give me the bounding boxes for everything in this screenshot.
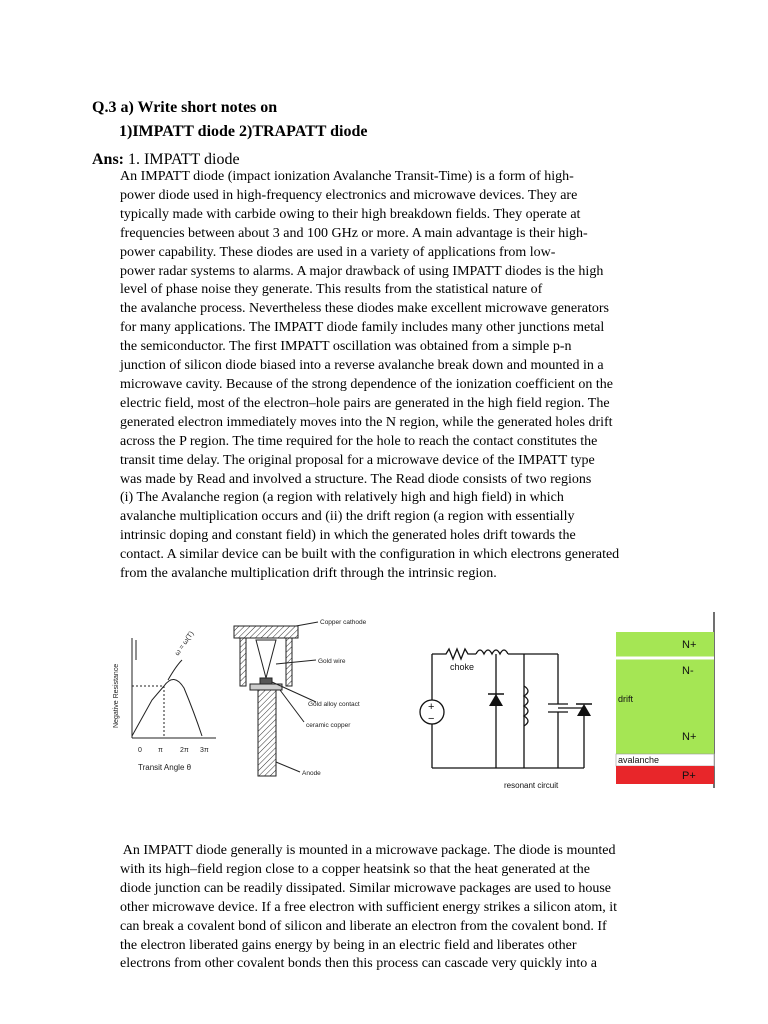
label-n-plus-mid: N+ — [682, 731, 697, 743]
label-n-plus-top: N+ — [682, 639, 697, 651]
leader-line — [276, 762, 300, 772]
label-avalanche: avalanche — [618, 755, 660, 765]
text-line: can break a covalent bond of silicon and liberate an electron from the covalent bond. If — [120, 918, 607, 934]
text-line: typically made with carbide owing to their high breakdown fields. They operate at — [120, 206, 581, 222]
label-p-plus: P+ — [682, 770, 696, 782]
text-line: An IMPATT diode (impact ionization Avalanche Transit-Time) is a form of high- — [120, 169, 574, 184]
circuit-diode — [577, 704, 591, 716]
package-wall-left — [240, 638, 246, 686]
resistor — [432, 649, 476, 659]
leader-line — [296, 622, 318, 626]
label-drift: drift — [618, 694, 634, 704]
plot-curve-rise — [132, 686, 164, 736]
text-line: generated electron immediately moves into the N region, while the generated holes drift — [120, 414, 613, 430]
answer-heading — [92, 150, 240, 170]
text-line: intrinsic doping and constant field) in which the generated holes drift towards the — [120, 528, 576, 544]
text-line: the electron liberated gains energy by being in an electric field and liberates other — [120, 937, 577, 953]
text-line: from the avalanche multiplication drift through the intrinsic region. — [120, 566, 497, 582]
question-title: Q.3 a) Write short notes on — [92, 99, 278, 116]
circuit-diode — [489, 694, 503, 706]
text-line: for many applications. The IMPATT diode family includes many other junctions metal — [120, 320, 605, 336]
text-line: An IMPATT diode generally is mounted in a microwave package. The diode is mounted — [120, 843, 616, 858]
text-line: diode junction can be readily dissipated. Similar microwave packages are used to house — [120, 880, 612, 896]
text-line: level of phase noise they generate. This results from the statistical nature of — [120, 282, 543, 298]
text-line: junction of silicon diode biased into a reverse avalanche break down and mounted in a — [120, 358, 604, 374]
label-gold-alloy-contact: Gold alloy contact — [308, 701, 360, 708]
text-line: contact. A similar device can be built with the configuration in which electrons generated — [120, 547, 620, 563]
layer-n-plus-top — [616, 632, 714, 658]
text-line: power radar systems to alarms. A major drawback of using IMPATT diodes is the high — [120, 263, 604, 279]
layer-drift — [616, 658, 714, 754]
plot-curve-hump — [164, 679, 202, 736]
package-gold-contact — [260, 678, 272, 684]
label-n-minus: N- — [682, 665, 694, 677]
figure-diode-package — [230, 612, 370, 784]
text-line: with its high–field region close to a copper heatsink so that the heat generated at the — [120, 861, 591, 877]
plot-tick-label: 2π — [180, 747, 189, 754]
text-line: across the P region. The time required for the hole to reach the contact constitutes the — [120, 433, 598, 449]
text-line: electrons from other covalent bonds then this process can cascade very quickly into a — [120, 956, 598, 972]
label-ceramic-copper: ceramic copper — [306, 722, 351, 729]
plot-tick-label: π — [158, 747, 163, 754]
figure-layer-structure — [612, 612, 716, 788]
paragraph-impatt-intro — [120, 168, 680, 584]
text-line: the avalanche process. Nevertheless these diodes make excellent microwave generators — [120, 301, 610, 317]
package-anode-stud — [258, 690, 276, 776]
plot-annotation-arrow — [168, 660, 182, 680]
text-line: other microwave device. If a free electron with sufficient energy strikes a silicon atom, it — [120, 899, 618, 915]
text-line: (i) The Avalanche region (a region with relatively high and high field) in which — [120, 490, 564, 506]
layer-p-plus — [616, 766, 714, 784]
leader-line — [272, 682, 316, 702]
source-minus: − — [428, 713, 435, 725]
question-topics: 1)IMPATT diode 2)TRAPATT diode — [119, 123, 368, 140]
text-line: the semiconductor. The first IMPATT oscillation was obtained from a simple p-n — [120, 339, 572, 355]
label-copper-cathode: Copper cathode — [320, 619, 367, 626]
plot-annotation: ω = ω(T) — [173, 630, 196, 658]
source-plus: + — [428, 701, 435, 713]
label-gold-wire: Gold wire — [318, 658, 346, 665]
text-line: microwave cavity. Because of the strong dependence of the ionization coefficient on the — [120, 376, 613, 392]
plot-tick-label: 3π — [200, 747, 209, 754]
plot-xlabel: Transit Angle θ — [138, 763, 192, 772]
package-gold-wire — [256, 640, 276, 678]
plot-ylabel: Negative Resistance — [113, 663, 120, 728]
figure-negative-resistance-plot — [108, 628, 220, 780]
text-line: power capability. These diodes are used in a variety of applications from low- — [120, 244, 556, 260]
text-line: electric field, most of the electron–hole pairs are generated in the high field region. The — [120, 395, 610, 411]
text-line: avalanche multiplication occurs and (ii) the drift region (a region with essentially — [120, 509, 575, 525]
package-copper-cathode — [234, 626, 298, 638]
text-line: was made by Read and involved a structure. The Read diode consists of two regions — [120, 471, 592, 487]
label-anode: Anode — [302, 770, 321, 777]
answer-label: Ans: — [92, 151, 125, 168]
text-line: frequencies between about 3 and 100 GHz or more. A main advantage is their high- — [120, 225, 588, 241]
plot-tick-label: 0 — [138, 747, 142, 754]
paragraph-impatt-package — [120, 842, 680, 974]
section-title: 1. IMPATT diode — [128, 151, 240, 168]
leader-line — [276, 660, 316, 664]
label-resonant-circuit: resonant circuit — [504, 781, 559, 790]
text-line: power diode used in high-frequency electronics and microwave devices. They are — [120, 187, 578, 203]
choke-inductor — [476, 650, 508, 654]
text-line: transit time delay. The original proposal for a microwave device of the IMPATT type — [120, 452, 595, 468]
figure-circuit — [412, 636, 612, 796]
label-choke: choke — [450, 662, 475, 672]
